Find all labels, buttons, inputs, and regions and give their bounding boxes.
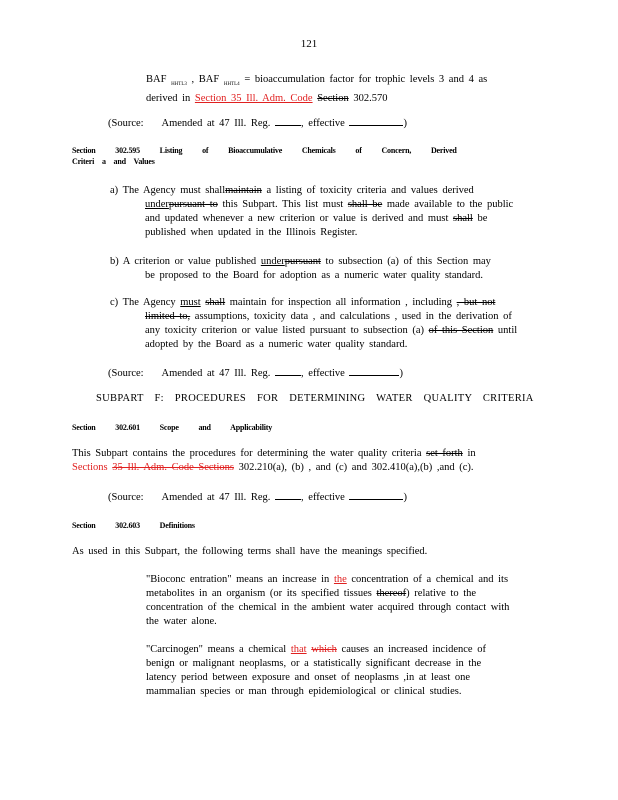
inserted-text: Section 35 Ill. Adm. Code: [194, 93, 313, 105]
source-note-2: (Source: Amended at 47 Ill. Reg. , effective ): [108, 368, 403, 379]
page-number: 121: [300, 38, 318, 50]
section-601-heading: Section 302.601 Scope and Applicability: [72, 423, 272, 432]
section-603-heading: Section 302.603 Definitions: [72, 521, 195, 530]
section-603-intro: As used in this Subpart, the following terms shall have the meanings specified.: [72, 546, 428, 557]
baf-line-2: derived in Section 35 Ill. Adm. Code Section 302.570: [146, 93, 388, 105]
subsection-a: a) The Agency must shallmaintain a listing of toxicity criteria and values derived underpursuant to this Subpart. This list must shall be made available to the public and updated whenever a new criterion or value is derived and must shall be published when updated in the Illinois Register.: [110, 185, 514, 238]
deleted-text: Section: [317, 93, 349, 105]
subpart-title: SUBPART F: PROCEDURES FOR DETERMINING WATER QUALITY CRITERIA: [96, 393, 534, 404]
baf-line-1: BAF $_{HHTL3}$ , BAF $_{HHTL4}$ = bioaccumulation factor for trophic levels 3 and 4 as: [146, 74, 488, 88]
definition-carcinogen: "Carcinogen" means a chemical that which causes an increased incidence of benign or malignant neoplasms, or a statistically significant decrease in the latency period between exposure and onset of neoplasms ,in at least one mammalian species or man through epidemiological or clinical studies.: [146, 644, 486, 697]
source-note-1: (Source: Amended at 47 Ill. Reg. , effective ): [108, 118, 407, 129]
subsection-b: b) A criterion or value published underpursuant to subsection (a) of this Section may be proposed to the Board for adoption as a numeric water quality standard.: [110, 256, 491, 281]
source-note-3: (Source: Amended at 47 Ill. Reg. , effective ): [108, 492, 407, 503]
baf-definition: [146, 73, 536, 106]
section-595-heading: Section 302.595 Listing of Bioaccumulative Chemicals of Concern, Derived Criteri a and Values: [72, 146, 457, 166]
section-601-body: This Subpart contains the procedures for determining the water quality criteria set forth in Sections 35 Ill. Adm. Code Sections 302.210(a), (b) , and (c) and 302.410(a),(b) ,and (c).: [72, 448, 476, 473]
subsection-c: c) The Agency must shall maintain for inspection all information , including , but not limited to, assumptions, toxicity data , and calculations , used in the derivation of any toxicity criterion or value listed pursuant to subsection (a) of this Section until adopted by the Board as a numeric water quality standard.: [110, 297, 518, 350]
definition-bioconcentration: "Bioconc entration" means an increase in the concentration of a chemical and its metabolites in an organism (or its specified tissues thereof) relative to the concentration of the chemical in the ambient water acquired through contact with the water alone.: [146, 574, 510, 627]
